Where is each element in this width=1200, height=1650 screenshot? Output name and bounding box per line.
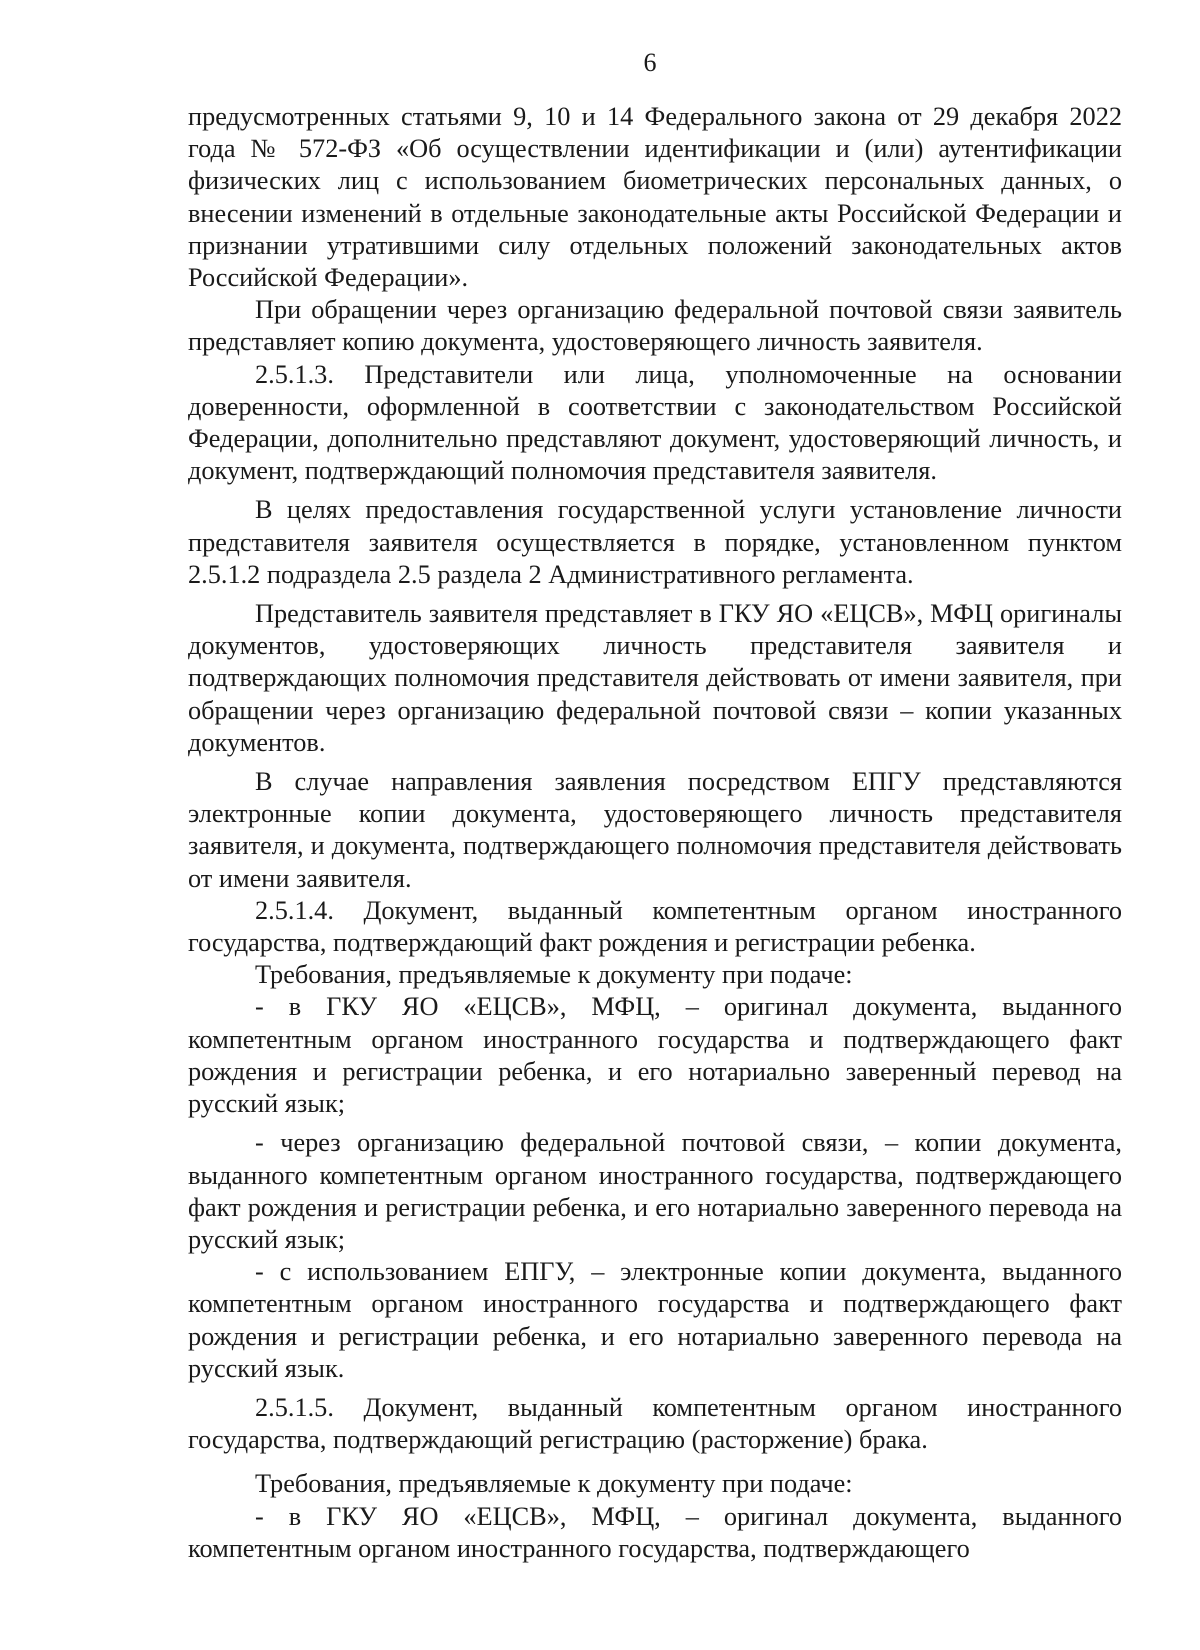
page-number: 6: [643, 48, 657, 77]
document-body: [188, 101, 1122, 1565]
paragraph-continuation: предусмотренных статьями 9, 10 и 14 Федерального закона от 29 декабря 2022 года № 572-ФЗ «Об осуществлении идентификации и (или) аутентификации физических лиц с использованием биометрических персональных данных, о внесении изменений в отдельные законодательные акты Российской Федерации и признании утратившими силу отдельных положений законодательных актов Российской Федерации».: [188, 102, 1122, 293]
list-item-postal: - через организацию федеральной почтовой связи, – копии документа, выданного компетентным органом иностранного государства, подтверждающего факт рождения и регистрации ребенка, и его нотариально заверенного перевода на русский язык;: [188, 1128, 1122, 1254]
paragraph-postal-copy: При обращении через организацию федеральной почтовой связи заявитель представляет копию документа, удостоверяющего личность заявителя.: [188, 295, 1122, 357]
paragraph-2-5-1-5: 2.5.1.5. Документ, выданный компетентным органом иностранного государства, подтверждающий регистрацию (расторжение) брака.: [188, 1392, 1122, 1455]
list-item-in-person-2: - в ГКУ ЯО «ЕЦСВ», МФЦ, – оригинал документа, выданного компетентным органом иностранного государства, подтверждающего: [188, 1501, 1122, 1563]
paragraph-2-5-1-3: 2.5.1.3. Представители или лица, уполномоченные на основании доверенности, оформленной в соответствии с законодательством Российской Федерации, дополнительно представляют документ, удостоверяющий личность, и документ, подтверждающий полномочия представителя заявителя.: [188, 359, 1122, 486]
paragraph-requirements-heading: Требования, предъявляемые к документу при подаче:: [255, 960, 853, 990]
paragraph-2-5-1-4: 2.5.1.4. Документ, выданный компетентным органом иностранного государства, подтверждающий факт рождения и регистрации ребенка.: [188, 895, 1122, 958]
paragraph-requirements-heading-2: Требования, предъявляемые к документу при подаче:: [255, 1469, 853, 1499]
paragraph-identity-procedure: В целях предоставления государственной услуги установление личности представителя заявителя осуществляется в порядке, установленном пунктом 2.5.1.2 подраздела 2.5 раздела 2 Административного регламента.: [188, 495, 1122, 589]
list-item-epgu: - с использованием ЕПГУ, – электронные копии документа, выданного компетентным органом иностранного государства и подтверждающего факт рождения и регистрации ребенка, и его нотариально заверенного перевода на русский язык.: [188, 1257, 1122, 1383]
list-item-in-person: - в ГКУ ЯО «ЕЦСВ», МФЦ, – оригинал документа, выданного компетентным органом иностранного государства и подтверждающего факт рождения и регистрации ребенка, и его нотариально заверенный перевод на русский язык;: [188, 992, 1122, 1119]
paragraph-representative-originals: Представитель заявителя представляет в ГКУ ЯО «ЕЦСВ», МФЦ оригиналы документов, удостоверяющих личность представителя заявителя и подтверждающих полномочия представителя действовать от имени заявителя, при обращении через организацию федеральной почтовой связи – копии указанных документов.: [188, 599, 1122, 757]
paragraph-epgu-copies: В случае направления заявления посредством ЕПГУ представляются электронные копии документа, удостоверяющего личность представителя заявителя, и документа, подтверждающего полномочия представителя действовать от имени заявителя.: [188, 767, 1122, 893]
